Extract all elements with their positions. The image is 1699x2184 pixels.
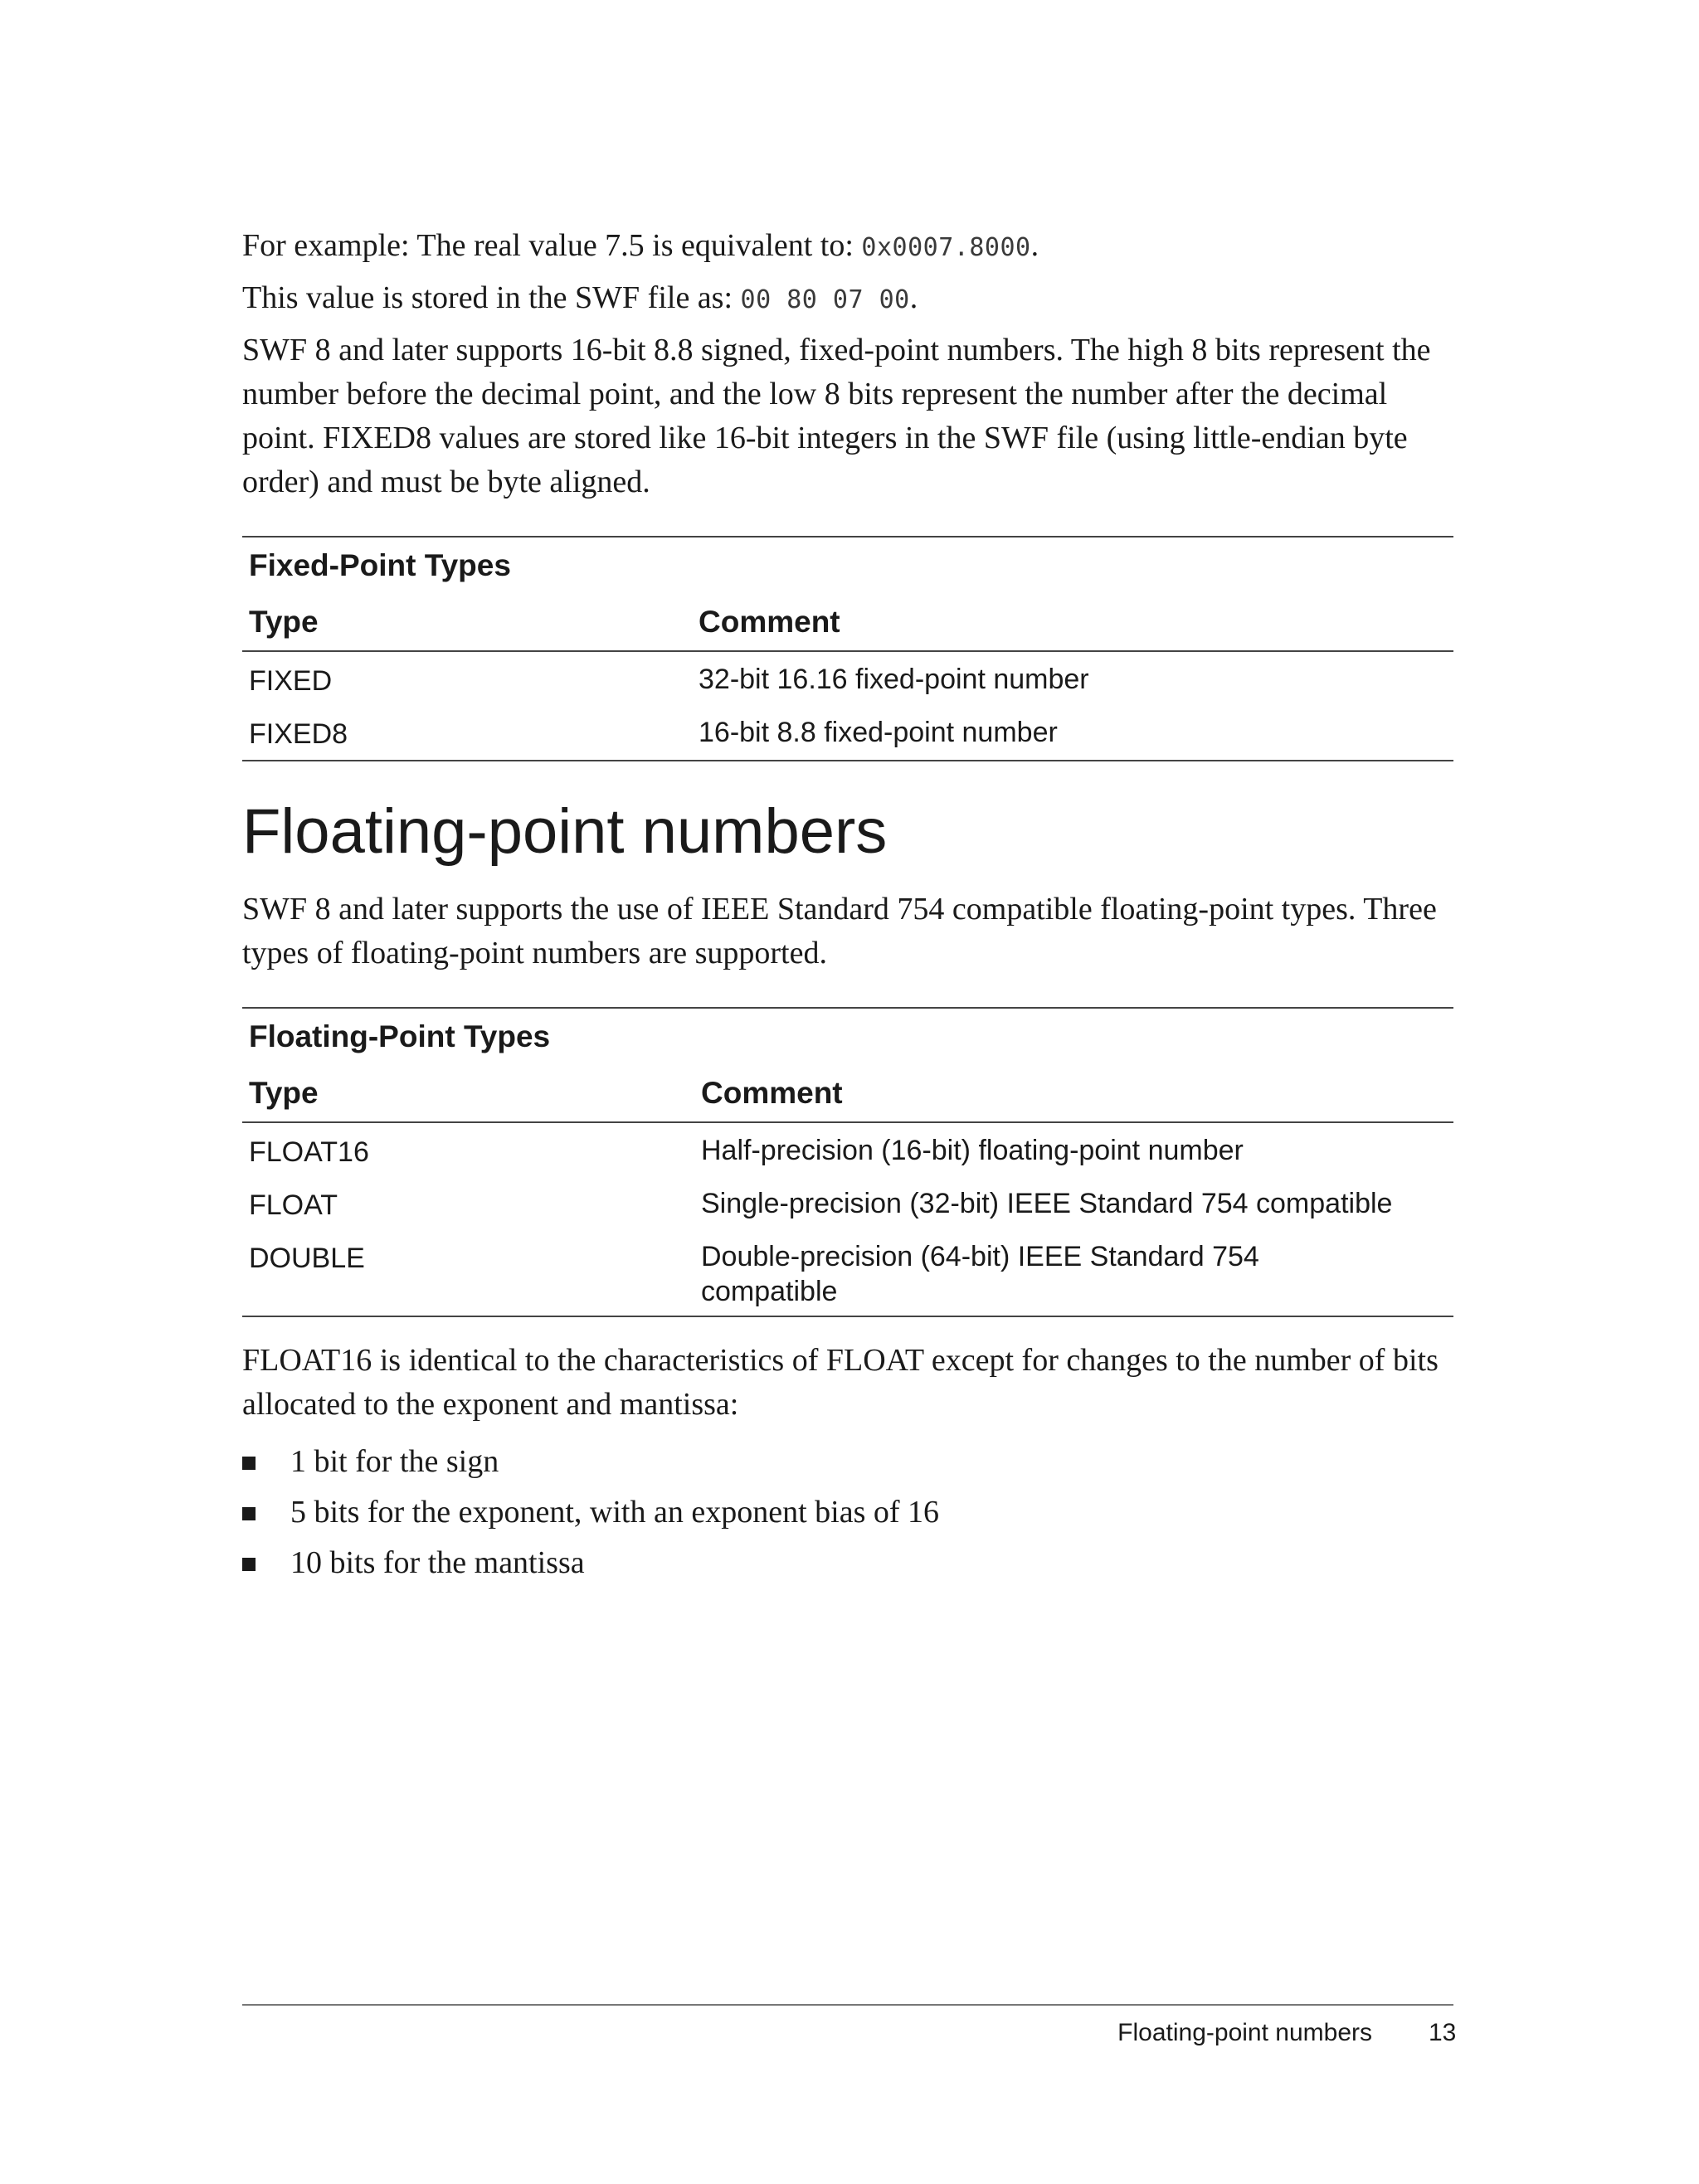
footer-section-title: Floating-point numbers	[1117, 2019, 1372, 2046]
section-heading: Floating-point numbers	[242, 796, 888, 867]
stored-text: This value is stored in the SWF file as:	[242, 280, 741, 315]
column-header-type: Type	[249, 605, 319, 639]
cell-comment: 16-bit 8.8 fixed-point number	[699, 717, 1058, 748]
example-paragraph	[242, 224, 1453, 270]
table-row	[242, 1176, 1453, 1229]
square-bullet-icon	[242, 1558, 256, 1571]
float16-paragraph: FLOAT16 is identical to the characteristics of FLOAT except for changes to the number of bits allocated to the exponent and mantissa:	[242, 1343, 1439, 1422]
table-row	[242, 1123, 1453, 1176]
table-row	[242, 1229, 1453, 1316]
float16-bullet-list	[242, 1437, 1453, 1588]
table-caption: Fixed-Point Types	[249, 548, 511, 582]
cell-comment: Single-precision (32-bit) IEEE Standard 754 compatible	[701, 1188, 1393, 1219]
list-item	[242, 1437, 1453, 1487]
table-caption: Floating-Point Types	[249, 1019, 551, 1053]
stored-end: .	[909, 280, 918, 315]
floating-intro-paragraph: SWF 8 and later supports the use of IEEE Standard 754 compatible floating-point types. Three types of floating-point numbers are supported.	[242, 892, 1437, 970]
cell-type: FIXED8	[249, 718, 348, 750]
fixed8-paragraph: SWF 8 and later supports 16-bit 8.8 signed, fixed-point numbers. The high 8 bits represent the number before the decimal point, and the low 8 bits represent the number after the decimal point. FIXED8 values are stored like 16-bit integers in the SWF file (using little-endian byte order) and must be byte aligned.	[242, 333, 1431, 499]
floating-point-table	[242, 1007, 1453, 1317]
cell-type: FLOAT16	[249, 1136, 369, 1168]
list-item	[242, 1538, 1453, 1588]
table-header-row	[242, 1065, 1453, 1123]
column-header-comment: Comment	[701, 1076, 843, 1110]
list-item-text: 5 bits for the exponent, with an exponent bias of 16	[290, 1495, 940, 1530]
square-bullet-icon	[242, 1457, 256, 1470]
square-bullet-icon	[242, 1507, 256, 1520]
column-header-comment: Comment	[699, 605, 840, 639]
example-code: 0x0007.8000	[861, 233, 1031, 262]
cell-type: FIXED	[249, 665, 333, 697]
table-header-row	[242, 594, 1453, 652]
cell-comment: Half-precision (16-bit) floating-point number	[701, 1135, 1244, 1166]
stored-paragraph	[242, 276, 1453, 322]
fixed-point-table	[242, 536, 1453, 761]
list-item-text: 1 bit for the sign	[290, 1444, 499, 1479]
page-number: 13	[1429, 2019, 1457, 2046]
table-row	[242, 705, 1453, 760]
stored-code: 00 80 07 00	[740, 285, 910, 314]
table-row	[242, 652, 1453, 705]
cell-comment: Double-precision (64-bit) IEEE Standard 754 compatible	[701, 1241, 1259, 1307]
page-content	[242, 224, 1453, 1588]
list-item-text: 10 bits for the mantissa	[290, 1545, 585, 1580]
list-item	[242, 1487, 1453, 1538]
example-end: .	[1030, 228, 1039, 263]
cell-type: FLOAT	[249, 1189, 338, 1221]
example-text: For example: The real value 7.5 is equivalent to:	[242, 228, 862, 263]
cell-type: DOUBLE	[249, 1243, 365, 1274]
column-header-type: Type	[249, 1076, 319, 1110]
page-footer	[242, 2004, 1457, 2047]
cell-comment: 32-bit 16.16 fixed-point number	[699, 664, 1089, 695]
